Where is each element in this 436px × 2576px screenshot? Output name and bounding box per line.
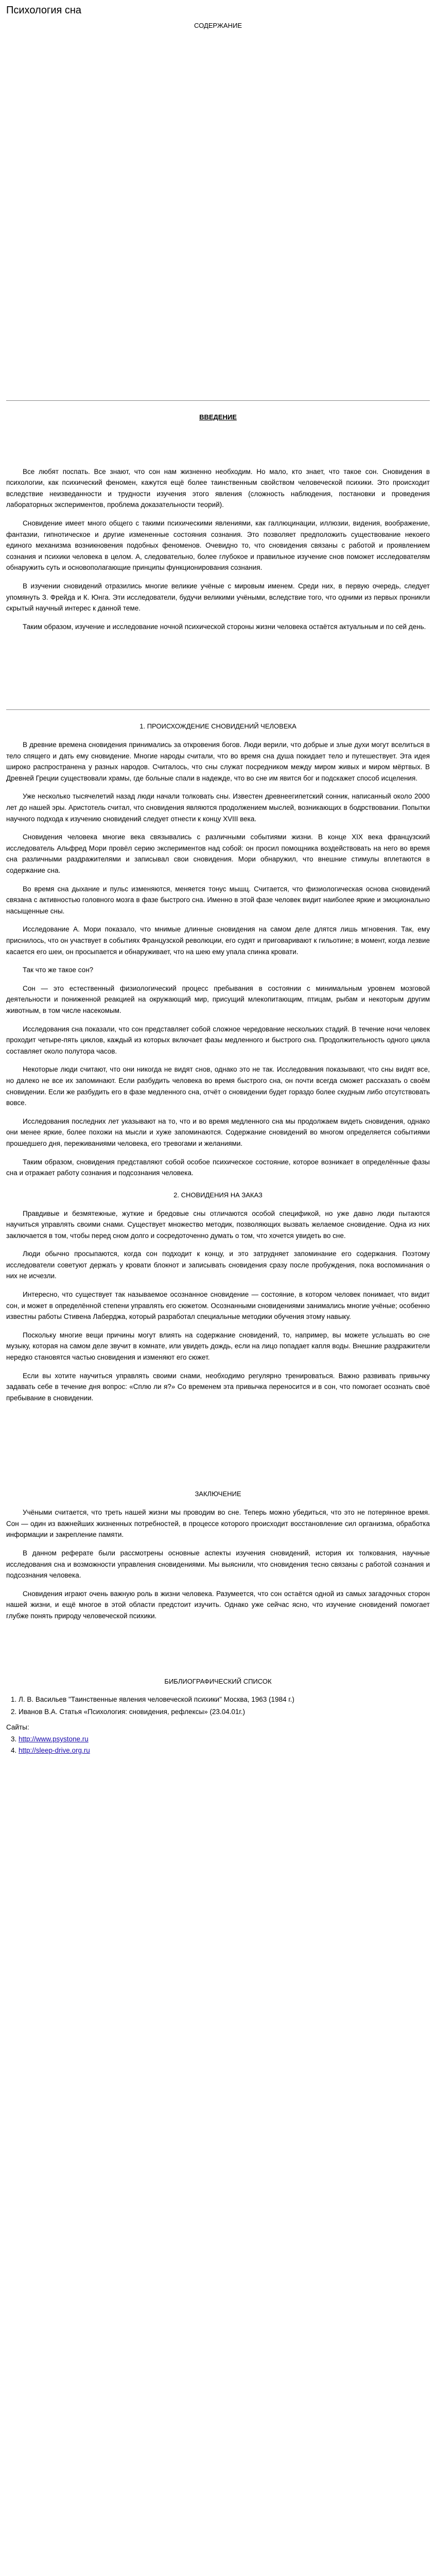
reference-list	[6, 1694, 430, 1717]
section1-body	[6, 739, 430, 1179]
paragraph: Правдивые и безмятежные, жуткие и бредовые сны отличаются особой спецификой, но уже давно люди пытаются научиться управлять своими снами. Существует множество методик, позволяющих вызвать желаемое сновидение. Одна из них заключается в том, чтобы перед сном долго и сосредоточенно думать о том, что хочется увидеть во сне.	[6, 1209, 430, 1240]
bibliography-title: БИБЛИОГРАФИЧЕСКИЙ СПИСОК	[164, 1677, 272, 1685]
paragraph: Так что же такое сон?	[23, 966, 94, 974]
divider	[6, 709, 430, 710]
paragraph: Все любят поспать. Все знают, что сон нам жизненно необходим. Но мало, кто знает, что такое сон. Сновидения в психологии, как психический феномен, кажутся ещё более таинственным свойством человеческой психики. Это происходит вследствие неизведанности и трудности изучения этого явления (сложность наблюдения, постановки и проведения лабораторных экспериментов, проблема доказательности теорий).	[6, 467, 430, 509]
conclusion-title: ЗАКЛЮЧЕНИЕ	[195, 1490, 241, 1498]
sites-label: Сайты:	[6, 1723, 29, 1731]
paragraph: В изучении сновидений отразились многие великие учёные с мировым именем. Среди них, в первую очередь, следует упомянуть З. Фрейда и К. Юнга. Эти исследователи, будучи великими учёными, вследствие того, что одними из первых проникли скрытый научный интерес к данной теме.	[6, 582, 430, 613]
section2-title: 2. СНОВИДЕНИЯ НА ЗАКАЗ	[173, 1191, 263, 1199]
paragraph: Некоторые люди считают, что они никогда не видят снов, однако это не так. Исследования показывают, что сны видят все, но далеко не все их запоминают. Если разбудить человека во время быстрого сна, он почти всегда сможет рассказать о своём сновидении. Если же разбудить его в фазе медленного сна, отчёт о сновидении будет гораздо более скудным либо отсутствовать вовсе.	[6, 1065, 430, 1107]
site-link[interactable]: http://sleep-drive.org.ru	[19, 1746, 90, 1754]
paragraph: Исследования последних лет указывают на то, что и во время медленного сна мы продолжаем видеть сновидения, однако они менее яркие, более похожи на мысли и хуже запоминаются. Содержание сновидений во многом определяется событиями прошедшего дня, переживаниями человека, его тревогами и желаниями.	[6, 1117, 430, 1147]
intro-title: ВВЕДЕНИЕ	[199, 413, 237, 421]
paragraph: Таким образом, изучение и исследование ночной психической стороны жизни человека остаётся актуальным и по сей день.	[23, 622, 426, 631]
paragraph: Поскольку многие вещи причины могут влиять на содержание сновидений, то, например, вы можете услышать во сне музыку, которая на самом деле звучит в комнате, или увидеть дождь, если на лицо попадает капля воды. Внешние раздражители нередко становятся частью сновидения и изменяют его сюжет.	[6, 1331, 430, 1362]
paragraph: Интересно, что существует так называемое осознанное сновидение — состояние, в котором человек понимает, что видит сон, и может в определённой степени управлять его сюжетом. Осознанными сновидениями занимались многие учёные; особенно известны работы Стивена Лаберджа, который разработал специальные методики обучения этому навыку.	[6, 1291, 430, 1321]
paragraph: Люди обычно просыпаются, когда сон подходит к концу, и это затрудняет запоминание его содержания. Поэтому исследователи советуют держать у кровати блокнот и записывать сновидения сразу после пробуждения, пока воспоминания о них не исчезли.	[6, 1250, 430, 1280]
paragraph: Таким образом, сновидения представляют собой особое психическое состояние, которое возникает в определённые фазы сна и отражает работу сознания и подсознания человека.	[6, 1158, 430, 1177]
site-item	[19, 1734, 430, 1745]
paragraph: Уже несколько тысячелетий назад люди начали толковать сны. Известен древнеегипетский сонник, написанный около 2000 лет до нашей эры. Аристотель считал, что сновидения являются продолжением мыслей, возникающих в бодрствовании. Попытки научного подхода к изучению сновидений следует отнести к концу XVIII века.	[6, 792, 430, 823]
reference-item: 2. Иванов В.А. Статья «Психология: сновидения, рефлексы» (23.04.01г.)	[19, 1706, 430, 1718]
site-list	[6, 1734, 430, 1756]
intro-body	[6, 466, 430, 633]
paragraph: Во время сна дыхание и пульс изменяются, меняется тонус мышц. Считается, что физиологическая основа сновидений связана с активностью головного мозга в фазе быстрого сна. Именно в этой фазе человек видит наиболее яркие и эмоционально насыщенные сны.	[6, 885, 430, 915]
site-link[interactable]: http://www.psystone.ru	[19, 1735, 89, 1743]
document-title: Психология сна	[6, 5, 82, 16]
paragraph: Сон — это естественный физиологический процесс пребывания в состоянии с минимальным уровнем мозговой деятельности и пониженной реакцией на окружающий мир, присущий млекопитающим, птицам, рыбам и некоторым другим животным, в том числе насекомым.	[6, 984, 430, 1014]
paragraph: Исследование А. Мори показало, что мнимые длинные сновидения на самом деле длятся лишь мгновения. Так, ему приснилось, что он участвует в событиях Французской революции, его судят и приговаривают к гильотине; в момент, когда лезвие касается его шеи, он просыпается и обнаруживает, что на шею ему упала спинка кровати.	[6, 925, 430, 956]
section2-body	[6, 1208, 430, 1404]
paragraph: В данном реферате были рассмотрены основные аспекты изучения сновидений, история их толкования, научные исследования сна и возможности управления сновидениями. Мы выяснили, что сновидения тесно связаны с работой сознания и подсознания человека.	[6, 1549, 430, 1580]
paragraph: Если вы хотите научиться управлять своими снами, необходимо регулярно тренироваться. Важно развивать привычку задавать себе в течение дня вопрос: «Сплю ли я?» Со временем эта привычка переносится и в сон, что помогает осознать своё пребывание в сновидении.	[6, 1371, 430, 1402]
reference-item: 1. Л. В. Васильев "Таинственные явления человеческой психики" Москва, 1963 (1984 г.)	[19, 1694, 430, 1705]
paragraph: Сновидения играют очень важную роль в жизни человека. Разумеется, что сон остаётся одной из самых загадочных сторон нашей жизни, и ещё многое в этой области предстоит изучить. Однако уже сейчас ясно, что изучение сновидений помогает глубже понять природу человеческой психики.	[6, 1589, 430, 1620]
conclusion-body	[6, 1507, 430, 1621]
site-item	[19, 1745, 430, 1756]
paragraph: Исследования сна показали, что сон представляет собой сложное чередование нескольких стадий. В течение ночи человек проходит четыре-пять циклов, каждый из которых включает фазы медленного и быстрого сна. Продолжительность одного цикла составляет около полутора часов.	[6, 1025, 430, 1055]
divider	[6, 400, 430, 401]
paragraph: Учёными считается, что треть нашей жизни мы проводим во сне. Теперь можно убедиться, что это не потерянное время. Сон — один из важнейших жизненных потребностей, в процессе которого происходит восстановление сил организма, обработка информации и закрепление памяти.	[6, 1509, 430, 1539]
section1-title: 1. ПРОИСХОЖДЕНИЕ СНОВИДЕНИЙ ЧЕЛОВЕКА	[139, 722, 297, 731]
toc-area	[6, 37, 430, 397]
paragraph: Сновидение имеет много общего с такими психическими явлениями, как галлюцинации, иллюзии, видения, воображение, фантазии, гипнотическое и другие измененные состояния сознания. Это позволяет предположить существование некоего единого механизма возникновения подобных феноменов. Очевидно то, что сновидения связаны с работой и проявлением сознания и психики человека в целом. А, следовательно, более глубокое и правильное изучение снов поможет исследователям обнаружить суть и основополагающие принципы функционирования сознания.	[6, 519, 430, 572]
paragraph: Сновидения человека многие века связывались с различными событиями жизни. В конце XIX века французский исследователь Альфред Мори провёл серию экспериментов над собой: он просил помощника воздействовать на него во время сна различными раздражителями и записывал свои сновидения. Мори обнаружил, что внешние стимулы вплетаются в содержание сна.	[6, 833, 430, 875]
paragraph: В древние времена сновидения принимались за откровения богов. Люди верили, что добрые и злые духи могут вселиться в тело спящего и дать ему сновидение. Многие народы считали, что во время сна душа покидает тело и путешествует. Эта идея широко распространена у разных народов. Считалось, что сны служат посредником между миром живых и миром мёртвых. В Древней Греции существовали храмы, где больные спали в надежде, что во сне им явится бог и подскажет способ исцеления.	[6, 741, 430, 782]
toc-title: СОДЕРЖАНИЕ	[194, 22, 242, 29]
